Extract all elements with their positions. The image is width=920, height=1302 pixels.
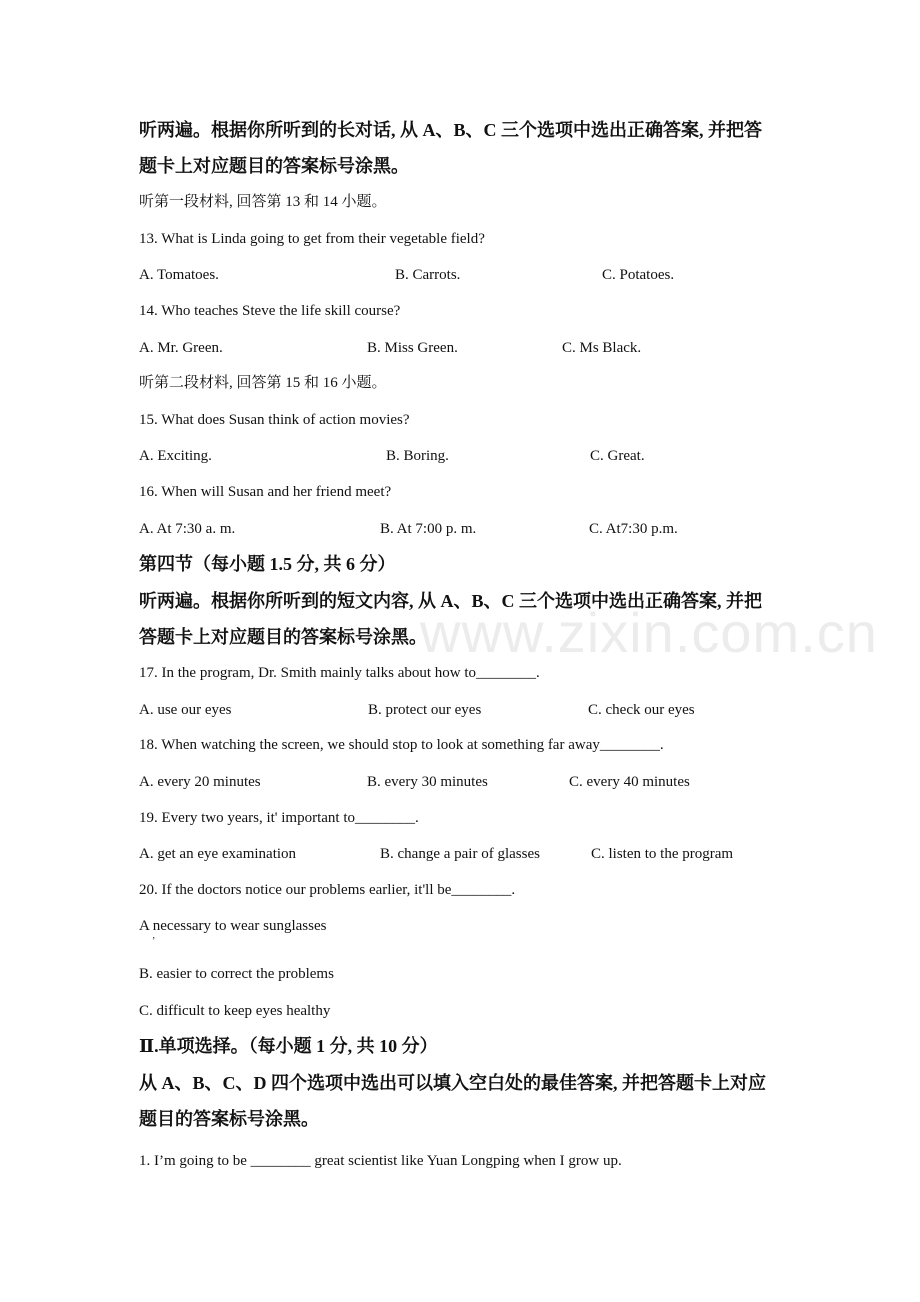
question-19: 19. Every two years, it' important to________. — [139, 810, 419, 826]
question-13-option-b: B. Carrots. — [395, 267, 461, 283]
material1-note: 听第一段材料, 回答第 13 和 14 小题。 — [139, 194, 387, 210]
question-14-option-a: A. Mr. Green. — [139, 340, 223, 356]
question-15-option-c: C. Great. — [590, 448, 645, 464]
part3-instruction-line1: 听两遍。根据你所听到的长对话, 从 A、B、C 三个选项中选出正确答案, 并把答 — [139, 120, 763, 140]
question-17: 17. In the program, Dr. Smith mainly talks about how to________. — [139, 665, 540, 681]
watermark: www.zixin.com.cn — [420, 601, 878, 664]
stray-dot-mark: ’ — [152, 936, 156, 947]
question-13-option-c: C. Potatoes. — [602, 267, 675, 283]
question-18-option-b: B. every 30 minutes — [367, 774, 488, 790]
question-15: 15. What does Susan think of action movies? — [139, 412, 410, 428]
question-13-option-a: A. Tomatoes. — [139, 267, 219, 283]
question-19-option-b: B. change a pair of glasses — [380, 846, 540, 862]
question-18-option-c: C. every 40 minutes — [569, 774, 690, 790]
part2-instruction-line2: 题目的答案标号涂黑。 — [139, 1109, 319, 1129]
question-15-option-b: B. Boring. — [386, 448, 449, 464]
question-20-option-c: C. difficult to keep eyes healthy — [139, 1003, 331, 1019]
question-16: 16. When will Susan and her friend meet? — [139, 484, 392, 500]
question-19-option-a: A. get an eye examination — [139, 846, 297, 862]
question-17-option-b: B. protect our eyes — [368, 702, 482, 718]
question-14-option-c: C. Ms Black. — [562, 340, 642, 356]
question-16-option-a: A. At 7:30 a. m. — [139, 521, 236, 537]
question-20-option-a: A necessary to wear sunglasses — [139, 918, 327, 934]
question-15-option-a: A. Exciting. — [139, 448, 212, 464]
question-14-option-b: B. Miss Green. — [367, 340, 458, 356]
question-19-option-c: C. listen to the program — [591, 846, 734, 862]
question-1: 1. I’m going to be ________ great scientist like Yuan Longping when I grow up. — [139, 1153, 622, 1169]
question-16-option-c: C. At7:30 p.m. — [589, 521, 678, 537]
part3-instruction-line2: 题卡上对应题目的答案标号涂黑。 — [139, 156, 409, 176]
question-17-option-c: C. check our eyes — [588, 702, 695, 718]
question-18: 18. When watching the screen, we should stop to look at something far away________. — [139, 737, 664, 753]
question-18-option-a: A. every 20 minutes — [139, 774, 261, 790]
question-16-option-b: B. At 7:00 p. m. — [380, 521, 477, 537]
part4-instruction-line1: 听两遍。根据你所听到的短文内容, 从 A、B、C 三个选项中选出正确答案, 并把 — [139, 591, 763, 611]
question-20-option-b: B. easier to correct the problems — [139, 966, 334, 982]
part4-instruction-line2: 答题卡上对应题目的答案标号涂黑。 — [139, 627, 427, 647]
question-13: 13. What is Linda going to get from their vegetable field? — [139, 231, 485, 247]
section4-title: 第四节（每小题 1.5 分, 共 6 分） — [139, 554, 396, 574]
question-14: 14. Who teaches Steve the life skill course? — [139, 303, 401, 319]
material2-note: 听第二段材料, 回答第 15 和 16 小题。 — [139, 375, 387, 391]
question-20: 20. If the doctors notice our problems earlier, it'll be________. — [139, 882, 516, 898]
question-17-option-a: A. use our eyes — [139, 702, 232, 718]
section2-title: Ⅱ.单项选择。（每小题 1 分, 共 10 分） — [139, 1036, 438, 1056]
part2-instruction-line1: 从 A、B、C、D 四个选项中选出可以填入空白处的最佳答案, 并把答题卡上对应 — [139, 1073, 766, 1093]
